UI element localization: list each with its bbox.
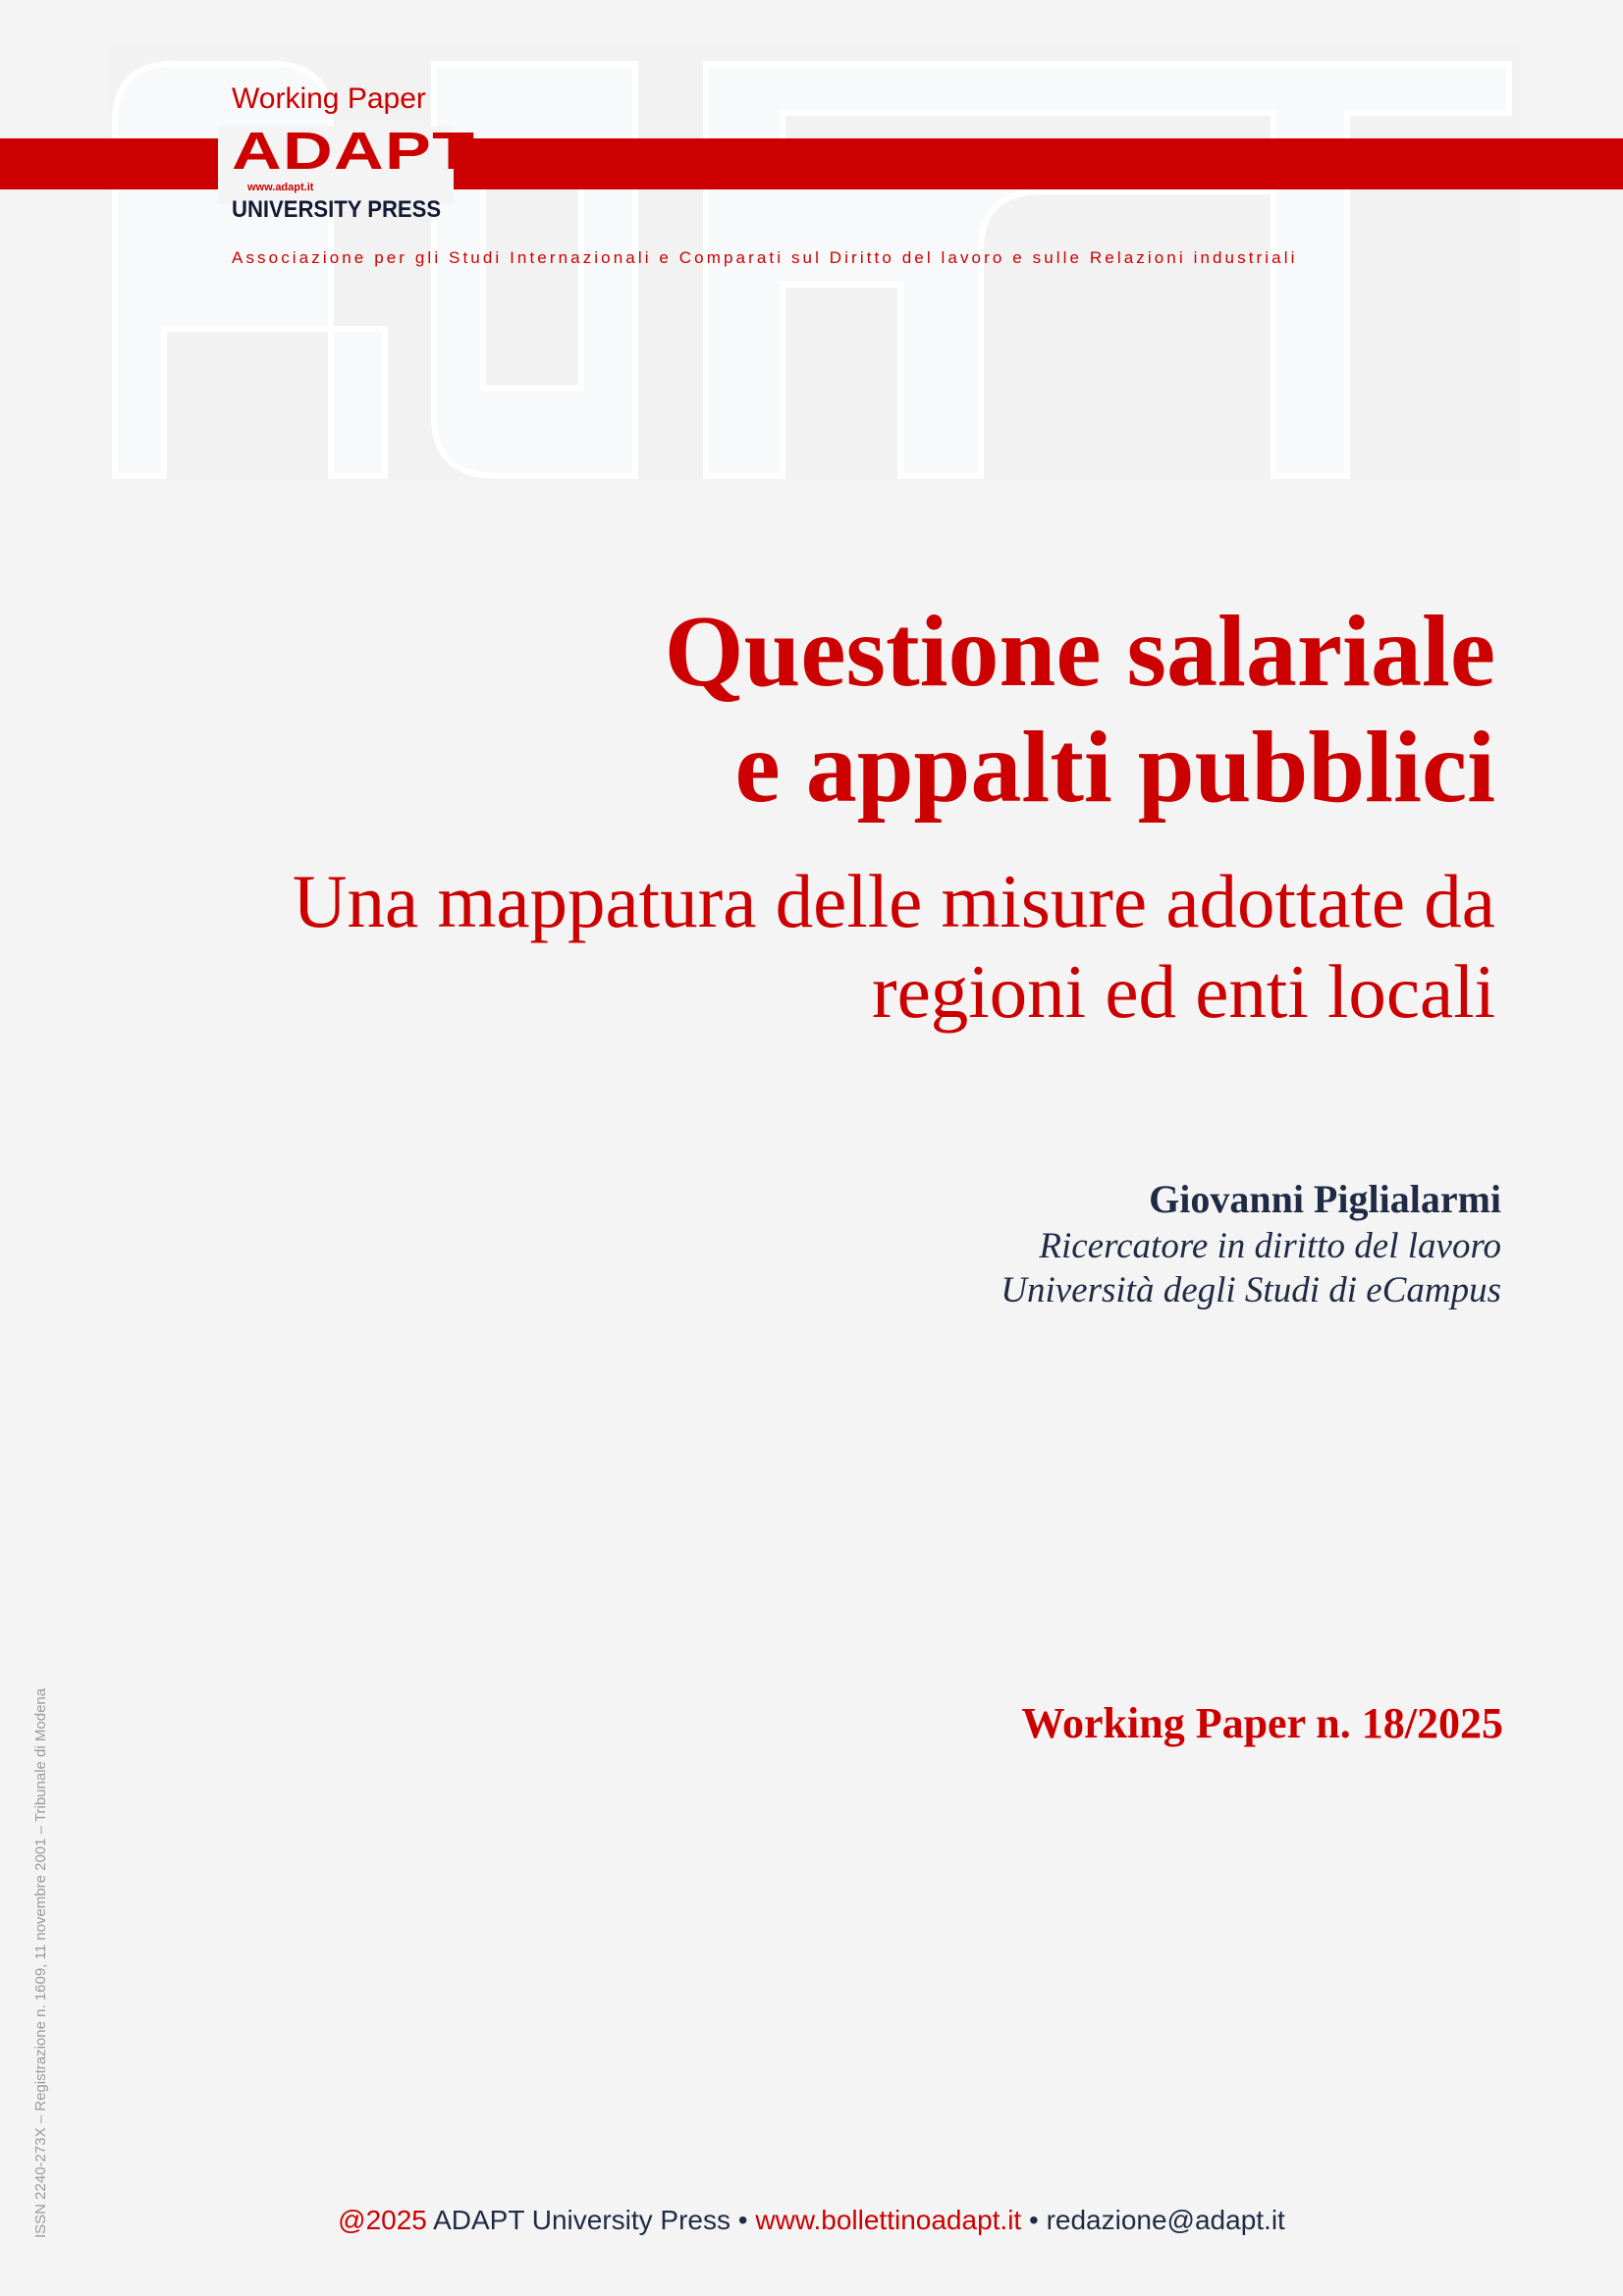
footer-email-link[interactable]: redazione@adapt.it [1046,2205,1285,2235]
footer-publisher: ADAPT University Press [433,2205,730,2235]
logo-url: www.adapt.it [247,182,314,193]
author-block [1001,1175,1501,1312]
working-paper-number: Working Paper n. 18/2025 [1021,1699,1503,1747]
subtitle-line-1: Una mappatura delle misure adottate da [292,859,1495,943]
adapt-logo: ADAPT [232,122,476,181]
paper-title [665,594,1495,826]
title-line-2: e appalti pubblici [734,711,1495,824]
footer [0,2205,1623,2236]
author-affiliation: Università degli Studi di eCampus [1001,1270,1501,1310]
author-name: Giovanni Piglialarmi [1149,1177,1501,1221]
subtitle-line-2: regioni ed enti locali [871,949,1495,1034]
registration-note: ISSN 2240-273X – Registrazione n. 1609, 11 novembre 2001 – Tribunale di Modena [32,1687,49,2238]
logo-university-press: UNIVERSITY PRESS [232,196,442,223]
association-tagline: Associazione per gli Studi Internazionali e Comparati sul Diritto del lavoro e sulle Relazioni industriali [232,248,1298,267]
footer-copyright: @2025 [338,2205,427,2235]
footer-separator: • [1021,2205,1047,2235]
title-line-1: Questione salariale [664,595,1495,708]
series-label: Working Paper [232,82,426,115]
footer-separator: • [730,2205,756,2235]
paper-subtitle [293,856,1495,1037]
author-role: Ricercatore in diritto del lavoro [1039,1226,1501,1266]
footer-website-link[interactable]: www.bollettinoadapt.it [755,2205,1022,2235]
